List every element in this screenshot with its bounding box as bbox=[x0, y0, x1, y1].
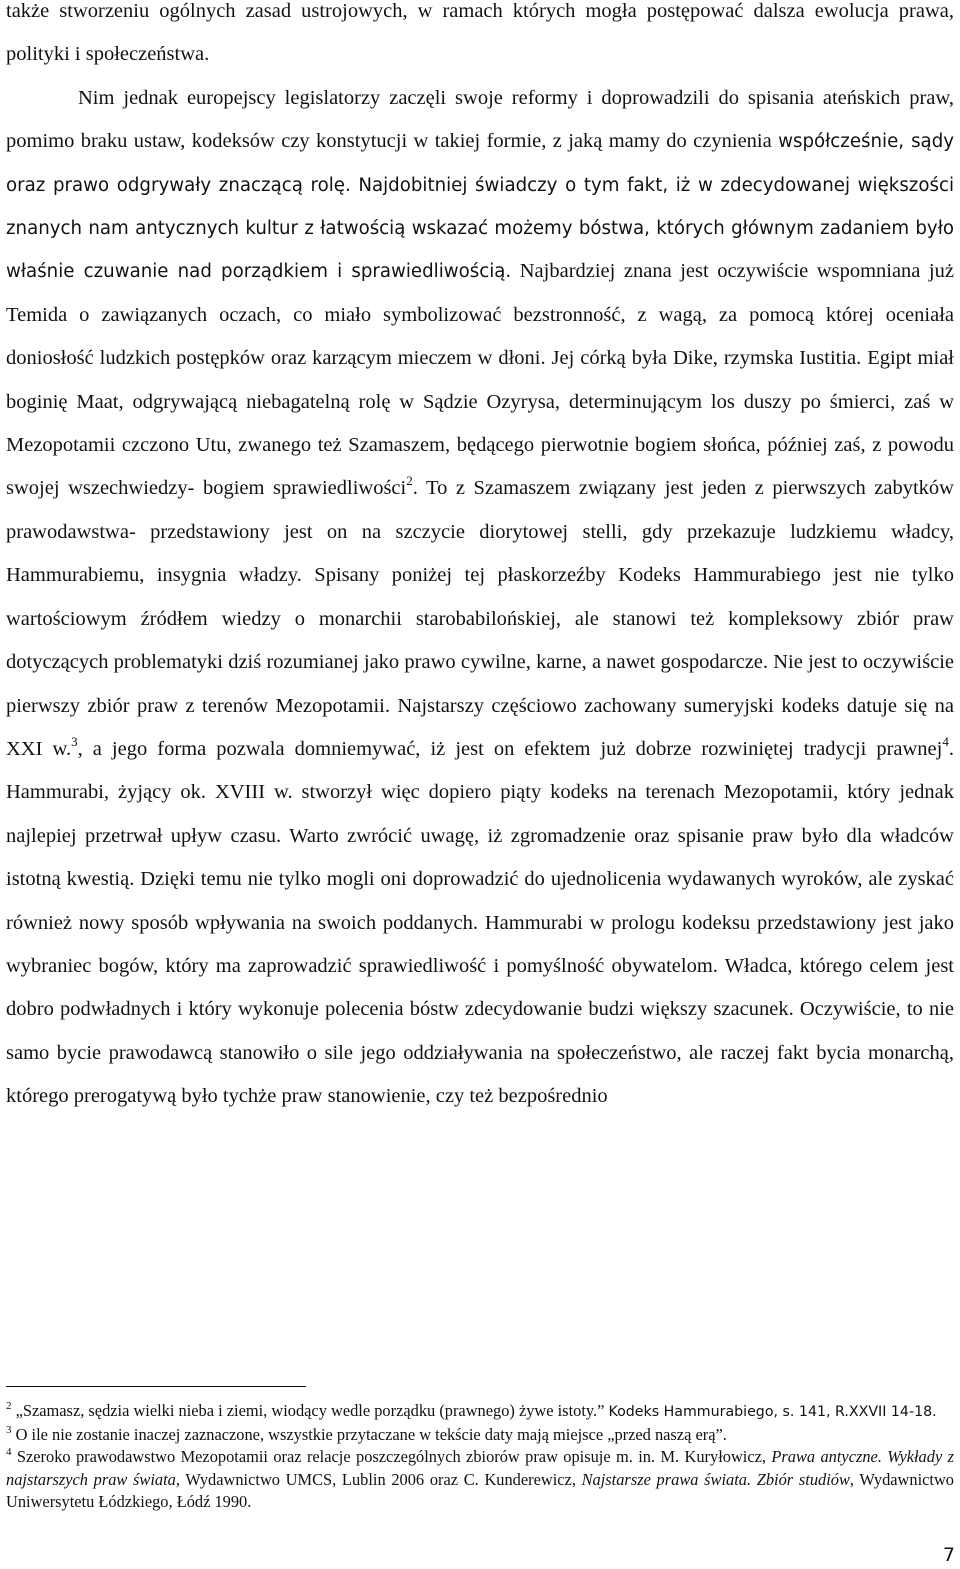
paragraph-text: Nim jednak europejscy legislatorzy zaczęli swoje reformy i doprowadzili do spisania ateńskich praw, pomimo braku ustaw, kodeksów czy konstytucji w takiej formie, z jaką mamy do czynienia bbox=[6, 86, 954, 153]
footnote-text: , Wydawnictwo UMCS, Lublin 2006 oraz C. Kunderewicz, bbox=[175, 1469, 582, 1489]
footnote-number: 2 bbox=[6, 1400, 12, 1412]
footnote-4 bbox=[6, 1446, 954, 1514]
footnote-text: O ile nie zostanie inaczej zaznaczone, wszystkie przytaczane w tekście daty mają miejsce „przed naszą erą”. bbox=[11, 1424, 727, 1444]
footnote-text: , Wydawnictwo Uniwersytetu Łódzkiego, Łódź 1990. bbox=[6, 1469, 955, 1512]
footnote-text: „Szamasz, sędzia wielki nieba i ziemi, wiodący wedle porządku (prawnego) żywe istoty.” bbox=[11, 1401, 609, 1420]
paragraph-text: . Hammurabi, żyjący ok. XVIII w. stworzył więc dopiero piąty kodeks na terenach Mezopotamii, który jednak najlepiej przetrwał upływ czasu. Warto zwrócić uwagę, iż zgromadzenie oraz spisanie praw było dla władców istotną kwestią. Dzięki temu nie tylko mogli oni doprowadzić do ujednolicenia wydawanych wyroków, ale zyskać również nowy sposób wpływania na swoich poddanych. Hammurabi w prologu kodeksu przedstawiony jest jako wybraniec bogów, który ma zaprowadzić sprawiedliwość i pomyślność obywatelom. Władca, którego celem jest dobro podwładnych i który wykonuje polecenia bóstw zdecydowanie budzi większy szacunek. Oczywiście, to nie samo bycie prawodawcą stanowiło o sile jego oddziaływania na społeczeństwo, ale raczej fakt bycia monarchą, którego prerogatywą było tychże praw stanowienie, czy też bezpośrednio bbox=[6, 737, 954, 1108]
paragraph-text: . To z Szamaszem związany jest jeden z pierwszych zabytków prawodawstwa- przedstawiony jest on na szczycie diorytowej stelli, gdy przekazuje ludzkiemu władcy, Hammurabiemu, insygnia władzy. Spisany poniżej tej płaskorzeźby Kodeks Hammurabiego jest nie tylko wartościowym źródłem wiedzy o monarchii starobabilońskiej, ale stanowi też kompleksowy zbiór praw dotyczących problematyki dziś rozumianej jako prawo cywilne, karne, a nawet gospodarcze. Nie jest to oczywiście pierwszy zbiór praw z terenów Mezopotamii. Najstarszy częściowo zachowany sumeryjski kodeks datuje się na XXI w. bbox=[6, 477, 954, 760]
footnote-ref-3[interactable]: 3 bbox=[71, 733, 78, 749]
footnote-number: 4 bbox=[6, 1446, 12, 1459]
paragraph-main bbox=[6, 77, 954, 1119]
footnote-citation: Kodeks Hammurabiego, s. 141, R.XXVII 14-18. bbox=[608, 1404, 937, 1420]
book-title: Prawa antyczne. Wykłady z najstarszych praw świata bbox=[6, 1447, 954, 1489]
footnote-3 bbox=[6, 1424, 954, 1447]
footnote-number: 3 bbox=[6, 1423, 12, 1436]
footnotes bbox=[6, 1400, 954, 1514]
page-number: 7 bbox=[942, 1544, 955, 1566]
footnote-separator bbox=[6, 1386, 306, 1387]
book-title: Najstarsze prawa świata. Zbiór studiów bbox=[581, 1469, 850, 1489]
footnote-text: Szeroko prawodawstwo Mezopotamii oraz relacje poszczególnych zbiorów praw opisuje m. in. M. Kuryłowicz, bbox=[11, 1447, 772, 1467]
body-text bbox=[6, 0, 954, 1119]
paragraph-text: , a jego forma pozwala domniemywać, iż jest on efektem już dobrze rozwiniętej tradycji prawnej bbox=[77, 737, 943, 760]
paragraph-continuation: także stworzeniu ogólnych zasad ustrojowych, w ramach których mogła postępować dalsza ewolucja prawa, polityki i społeczeństwa. bbox=[6, 0, 954, 66]
paragraph-text-sans: współcześnie, sądy oraz prawo odgrywały znaczącą rolę. Najdobitniej świadczy o tym fakt, iż w zdecydowanej większości znanych nam antycznych kultur z łatwością wskazać możemy bóstwa, których głównym zadaniem było właśnie czuwanie nad porządkiem i sprawiedliwością. bbox=[6, 131, 954, 283]
footnote-ref-2[interactable]: 2 bbox=[406, 473, 413, 489]
footnote-2 bbox=[6, 1400, 954, 1424]
paragraph-text: Najbardziej znana jest oczywiście wspomniana już Temida o zawiązanych oczach, co miało symbolizować bezstronność, z wagą, za pomocą której oceniała doniosłość ludzkich postępków oraz karzącym mieczem w dłoni. Jej córką była Dike, rzymska Iustitia. Egipt miał boginię Maat, odgrywającą niebagatelną rolę w Sądzie Ozyrysa, determinującym los duszy po śmierci, zaś w Mezopotamii czczono Utu, zwanego też Szamaszem, będącego pierwotnie bogiem słońca, później zaś, z powodu swojej wszechwiedzy- bogiem sprawiedliwości bbox=[6, 260, 954, 500]
footnote-ref-4[interactable]: 4 bbox=[942, 733, 949, 749]
